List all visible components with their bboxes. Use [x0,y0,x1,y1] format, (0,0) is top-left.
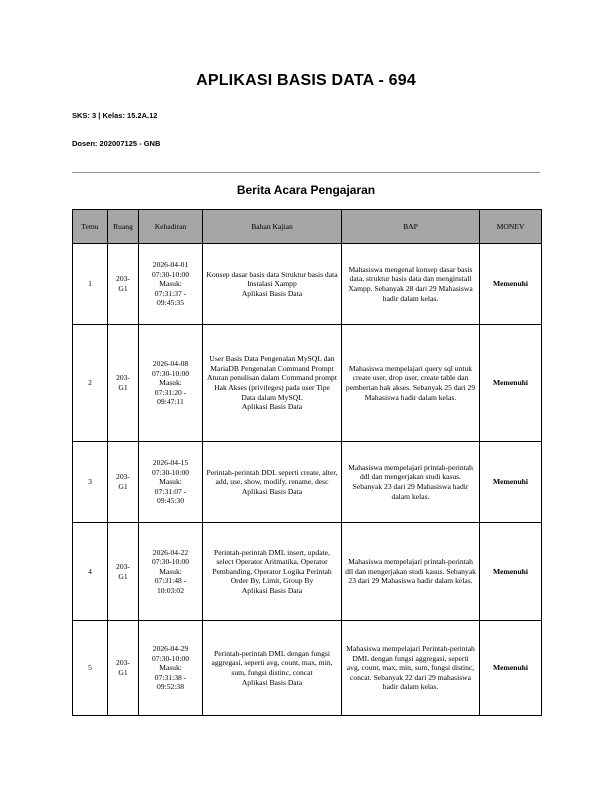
cell-ruang: 203- G1 [108,244,139,325]
cell-monev: Memenuhi [480,244,542,325]
cell-bap: Mahasiswa mempelajari query sql untuk create user, drop user, create table dan pemberian hak akses. Sebanyak 25 dari 29 Mahasiswa hadir dalam kelas. [342,325,480,442]
berita-acara-table [72,209,542,716]
header-monev: MONEV [480,210,542,244]
cell-kehadiran: 2026-04-15 07:30-10:00 Masuk: 07:31:07 - 09:45:30 [139,442,203,523]
cell-monev: Memenuhi [480,523,542,621]
cell-ruang: 203- G1 [108,621,139,716]
cell-temu: 5 [73,621,108,716]
table-row [73,523,542,621]
header-bahan-kajian: Bahan Kajian [203,210,342,244]
divider [72,172,540,173]
cell-monev: Memenuhi [480,325,542,442]
cell-bahan-kajian: User Basis Data Pengenalan MySQL dan MariaDB Pengenalan Command Prompt Aturan penulisan dalam Command prompt Hak Akses (privileges) pada user Tipe Data dalam MySQL Aplikasi Basis Data [203,325,342,442]
cell-monev: Memenuhi [480,442,542,523]
cell-bahan-kajian: Perintah-perintah DML dengan fungsi aggregasi, seperti avg, count, max, min, sum, fungsi distinc, concat Aplikasi Basis Data [203,621,342,716]
dosen-line: Dosen: 202007125 - GNB [72,139,161,148]
cell-temu: 2 [73,325,108,442]
cell-temu: 4 [73,523,108,621]
table-row [73,244,542,325]
cell-bap: Mahasiswa mengenal konsep dasar basis data, struktur basis data dan menginstall Xampp. Sebanyak 28 dari 29 Mahasiswa hadir dalam kelas. [342,244,480,325]
cell-ruang: 203- G1 [108,325,139,442]
table-row [73,442,542,523]
cell-monev: Memenuhi [480,621,542,716]
cell-bap: Mahasiswa mempelajari Perintah-perintah DML dengan fungsi aggregasi, seperti avg, count, max, min, sum, fungsi distinc, concat. Sebanyak 22 dari 29 mahasiswa hadir dalam kelas. [342,621,480,716]
cell-bap: Mahasiswa mempelajari printah-perintah dll dan mengerjakan studi kasus. Sebanyak 23 dari 29 Mahasiswa hadir dalam kelas. [342,523,480,621]
header-kehadiran: Kehadiran [139,210,203,244]
header-ruang: Ruang [108,210,139,244]
cell-bahan-kajian: Perintah-perintah DML insert, update, select Operator Aritmatika, Operator Pembanding, Operator Logika Perintah Order By, Limit, Group By Aplikasi Basis Data [203,523,342,621]
cell-ruang: 203- G1 [108,523,139,621]
cell-kehadiran: 2026-04-01 07:30-10:00 Masuk: 07:31:37 - 09:45:35 [139,244,203,325]
header-bap: BAP [342,210,480,244]
table-header-row [73,210,542,244]
cell-temu: 3 [73,442,108,523]
cell-temu: 1 [73,244,108,325]
cell-bap: Mahasiswa mempelajari printah-perintah ddl dan mengerjakan studi kasus. Sebanyak 23 dari 29 Mahasiswa hadir dalam kelas. [342,442,480,523]
table-row [73,621,542,716]
page-title: APLIKASI BASIS DATA - 694 [196,72,416,89]
cell-bahan-kajian: Perintah-perintah DDL seperti create, alter, add, use, show, modify, rename, desc Aplikasi Basis Data [203,442,342,523]
sks-kelas-line: SKS: 3 | Kelas: 15.2A.12 [72,111,158,120]
cell-kehadiran: 2026-04-08 07:30-10:00 Masuk: 07:31:20 - 09:47:11 [139,325,203,442]
cell-ruang: 203- G1 [108,442,139,523]
section-title: Berita Acara Pengajaran [236,183,376,197]
cell-bahan-kajian: Konsep dasar basis data Struktur basis data Instalasi Xampp Aplikasi Basis Data [203,244,342,325]
cell-kehadiran: 2026-04-22 07:30-10:00 Masuk: 07:31:48 - 10:03:02 [139,523,203,621]
table-row [73,325,542,442]
cell-kehadiran: 2026-04-29 07:30-10:00 Masuk: 07:31:38 - 09:52:38 [139,621,203,716]
header-temu: Temu [73,210,108,244]
